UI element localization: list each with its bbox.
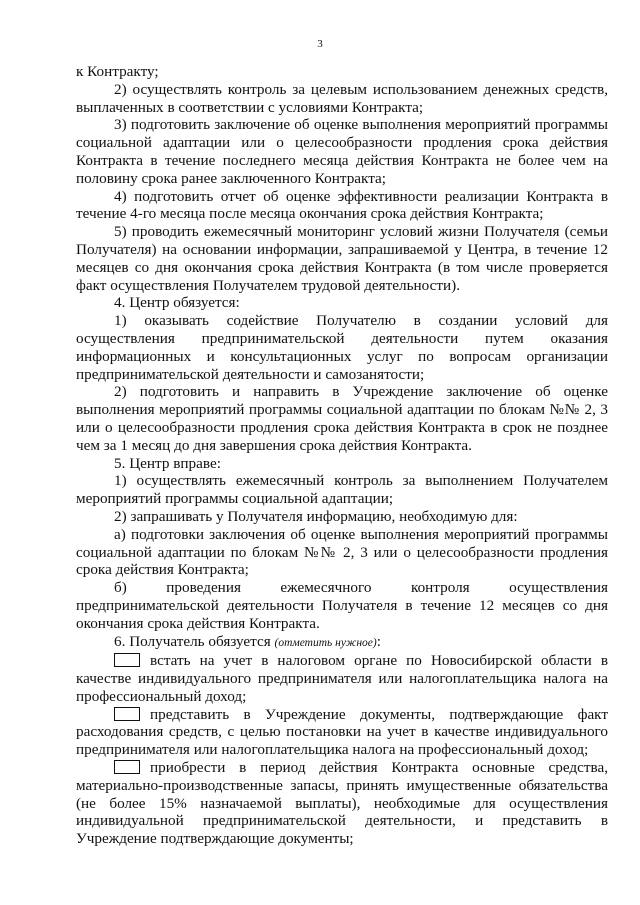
obligation-option-acquire-assets bbox=[76, 759, 608, 848]
paragraph-continuation: к Контракту; bbox=[76, 63, 159, 80]
obligation-checkbox-submit-documents[interactable] bbox=[114, 707, 140, 721]
section-6-note: (отметить нужное) bbox=[274, 636, 377, 649]
paragraph-rights-item-2: 2) запрашивать у Получателя информацию, необходимую для: bbox=[114, 507, 518, 525]
paragraph-item-2-control: 2) осуществлять контроль за целевым использованием денежных средств, выплаченных в соответствии с условиями Контракта; bbox=[76, 80, 608, 116]
obligation-option-submit-documents bbox=[76, 706, 608, 759]
obligation-text-acquire-assets: приобрести в период действия Контракта основные средства, материально-производственные запасы, принять имущественные обязательства (не более 15% назначаемой выплаты), необходимые для осуществления индивидуальной предпринимательской деятельности, и представить в Учреждение подтверждающие документы; bbox=[76, 759, 608, 848]
paragraph-item-4-report: 4) подготовить отчет об оценке эффективности реализации Контракта в течение 4-го месяца после месяца окончания срока действия Контракта; bbox=[76, 187, 608, 223]
paragraph-rights-item-1: 1) осуществлять ежемесячный контроль за выполнением Получателем мероприятий программы социальной адаптации; bbox=[76, 472, 608, 508]
paragraph-rights-subitem-a: а) подготовки заключения об оценке выполнения мероприятий программы социальной адаптации по блокам №№ 2, 3 или о целесообразности продления срока действия Контракта; bbox=[76, 525, 608, 579]
paragraph-item-3-conclusion: 3) подготовить заключение об оценке выполнения мероприятий программы социальной адаптации или о целесообразности продления срока действия Контракта в течение последнего месяца действия Контракта не более чем на половину срока ранее заключенного Контракта; bbox=[76, 116, 608, 187]
section-6-heading bbox=[76, 633, 608, 653]
paragraph-center-item-2: 2) подготовить и направить в Учреждение заключение об оценке выполнения мероприятий программы социальной адаптации по блокам №№ 2, 3 или о целесообразности продления срока действия Контракта в срок не позднее чем за 1 месяц до дня завершения срока действия Контракта. bbox=[76, 383, 608, 454]
paragraph-item-5-monitoring: 5) проводить ежемесячный мониторинг условий жизни Получателя (семьи Получателя) на основании информации, запрашиваемой у Центра, в течение 12 месяцев со дня окончания срока действия Контракта (в том числе проверяется факт осуществления Получателем трудовой деятельности). bbox=[76, 223, 608, 294]
page-number: 3 bbox=[317, 38, 323, 50]
paragraph-rights-subitem-b: б) проведения ежемесячного контроля осуществления предпринимательской деятельности Получателя в течение 12 месяцев со дня окончания срока действия Контракта. bbox=[76, 579, 608, 632]
obligation-option-tax-registration bbox=[76, 652, 608, 705]
obligation-checkbox-acquire-assets[interactable] bbox=[114, 760, 140, 774]
paragraph-center-item-1: 1) оказывать содействие Получателю в создании условий для осуществления предпринимательской деятельности путем оказания информационных и консультационных услуг по вопросам организации предпринимательской деятельности и самозанятости; bbox=[76, 312, 608, 383]
obligation-text-tax-registration: встать на учет в налоговом органе по Новосибирской области в качестве индивидуального предпринимателя или налогоплательщика налога на профессиональный доход; bbox=[76, 652, 608, 705]
section-6-heading-suffix: : bbox=[376, 632, 381, 650]
document-body bbox=[76, 63, 608, 848]
section-4-heading: 4. Центр обязуется: bbox=[114, 294, 240, 312]
section-6-heading-text: 6. Получатель обязуется bbox=[114, 632, 275, 650]
obligation-checkbox-tax-registration[interactable] bbox=[114, 653, 140, 667]
obligation-text-submit-documents: представить в Учреждение документы, подтверждающие факт расходования средств, с целью постановки на учет в качестве индивидуального предпринимателя или налогоплательщика налога на профессиональный доход; bbox=[76, 705, 608, 759]
section-5-heading: 5. Центр вправе: bbox=[114, 454, 221, 472]
